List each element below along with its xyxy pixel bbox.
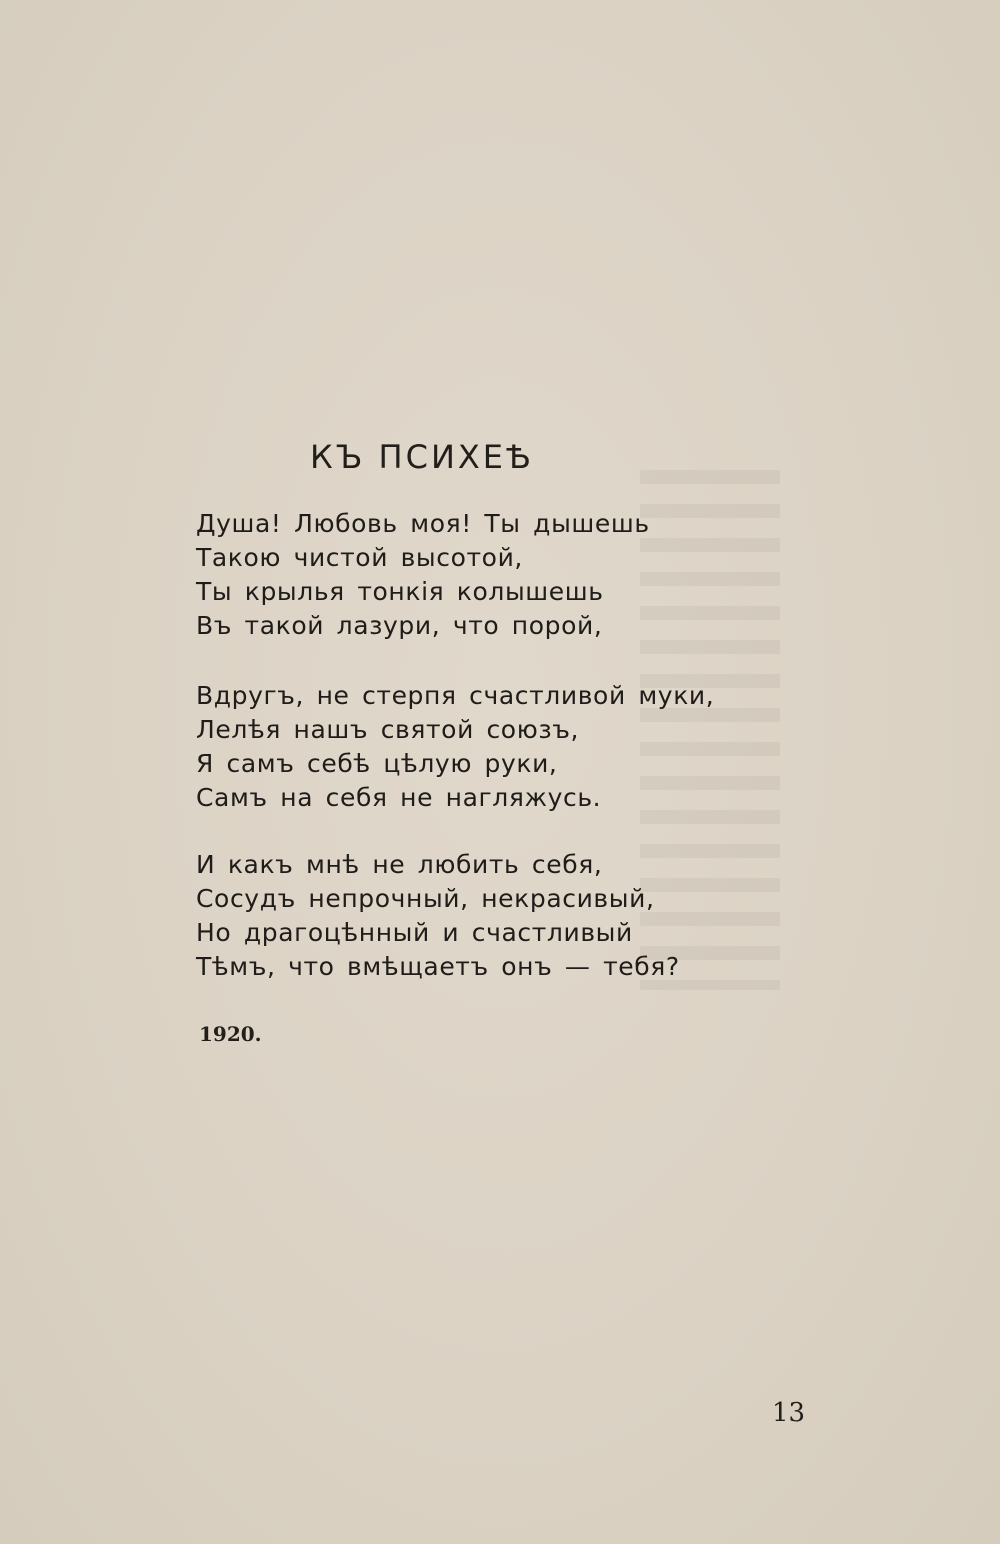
poem-line: Вдругъ, не стерпя счастливой муки,: [196, 681, 715, 710]
poem-line: Сосудъ непрочный, некрасивый,: [196, 884, 655, 913]
poem-line: Но драгоцѣнный и счастливый: [196, 918, 633, 947]
poem-line: Лелѣя нашъ святой союзъ,: [196, 715, 580, 744]
poem-line: Такою чистой высотой,: [196, 543, 523, 572]
stanza-1: [196, 507, 756, 643]
poem-year: 1920.: [199, 1022, 262, 1046]
stanza-3: [196, 848, 756, 984]
poem-line: Душа! Любовь моя! Ты дышешь: [196, 509, 650, 538]
poem-line: Тѣмъ, что вмѣщаетъ онъ — тебя?: [196, 952, 680, 981]
poem-line: И какъ мнѣ не любить себя,: [196, 850, 603, 879]
poem-line: Ты крылья тонкія колышешь: [196, 577, 604, 606]
page-number: 13: [772, 1398, 806, 1428]
poem-line: Самъ на себя не нагляжусь.: [196, 783, 602, 812]
poem-line: Я самъ себѣ цѣлую руки,: [196, 749, 558, 778]
poem-line: Въ такой лазури, что порой,: [196, 611, 603, 640]
poem-title: КЪ ПСИХЕѢ: [310, 438, 534, 476]
stanza-2: [196, 679, 756, 815]
